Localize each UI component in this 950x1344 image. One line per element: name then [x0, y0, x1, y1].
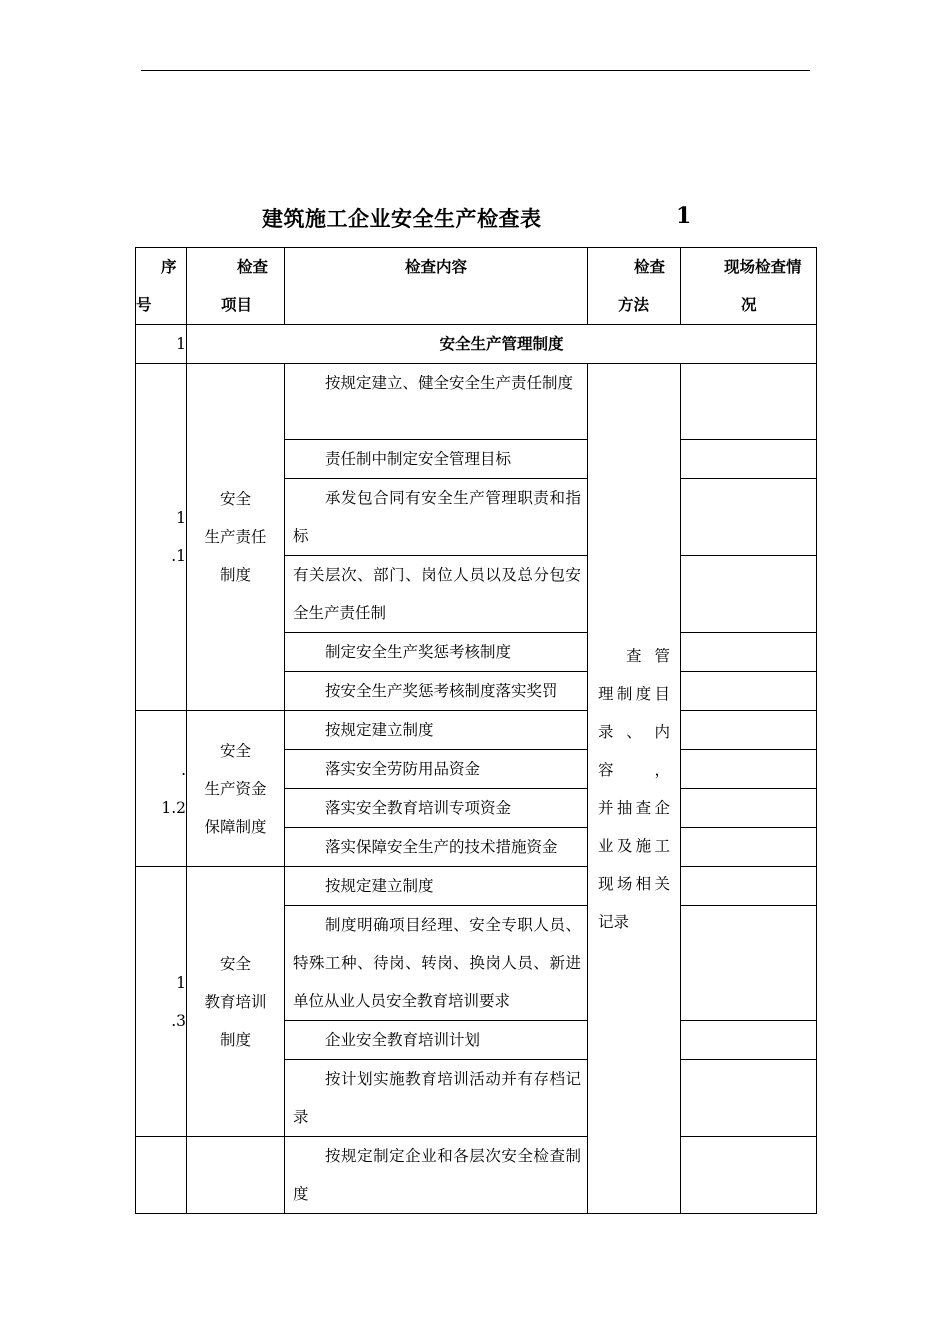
- site-status-cell[interactable]: [681, 672, 817, 711]
- check-content-cell: 制度明确项目经理、安全专职人员、特殊工种、待岗、转岗、换岗人员、新进单位从业人员安全教育培训要求: [285, 906, 588, 1021]
- check-content-cell: 承发包合同有安全生产管理职责和指标: [285, 479, 588, 556]
- site-status-cell[interactable]: [681, 633, 817, 672]
- section-title: 安全生产管理制度: [187, 325, 817, 364]
- check-method-cell: 查管 理制度目 录、内容， 并抽查企 业及施工 现场相关 记录: [588, 364, 681, 1214]
- group-check-item: 安全 教育培训 制度: [187, 867, 285, 1137]
- site-status-cell[interactable]: [681, 479, 817, 556]
- check-content-cell: 制定安全生产奖惩考核制度: [285, 633, 588, 672]
- check-content-cell: 企业安全教育培训计划: [285, 1021, 588, 1060]
- group-number: 1 .1: [136, 364, 187, 711]
- check-content-cell: 有关层次、部门、岗位人员以及总分包安全生产责任制: [285, 556, 588, 633]
- section-number: 1: [136, 325, 187, 364]
- group-check-item: 安全 生产资金 保障制度: [187, 711, 285, 867]
- site-status-cell[interactable]: [681, 867, 817, 906]
- inspection-table: [135, 247, 817, 1214]
- site-status-cell[interactable]: [681, 1060, 817, 1137]
- group-check-item: 安全 生产责任 制度: [187, 364, 285, 711]
- group-number: 1 .3: [136, 867, 187, 1137]
- site-status-cell[interactable]: [681, 364, 817, 440]
- site-status-cell[interactable]: [681, 789, 817, 828]
- header-check-content: 检查内容: [285, 248, 588, 325]
- table-row: [136, 711, 817, 750]
- check-content-cell: 落实安全劳防用品资金: [285, 750, 588, 789]
- check-content-cell: 按安全生产奖惩考核制度落实奖罚: [285, 672, 588, 711]
- check-content-cell: 按规定制定企业和各层次安全检查制度: [285, 1137, 588, 1214]
- document-title: 建筑施工企业安全生产检查表: [262, 206, 542, 231]
- header-check-item: 检查 项目: [187, 248, 285, 325]
- group-number: [136, 1137, 187, 1214]
- group-check-item: [187, 1137, 285, 1214]
- table-row: [136, 1137, 817, 1214]
- check-content-cell: 按规定建立制度: [285, 711, 588, 750]
- header-serial-number: 序 号: [136, 248, 187, 325]
- site-status-cell[interactable]: [681, 906, 817, 1021]
- site-status-cell[interactable]: [681, 711, 817, 750]
- check-content-cell: 落实安全教育培训专项资金: [285, 789, 588, 828]
- header-check-method: 检查 方法: [588, 248, 681, 325]
- group-number: . 1.2: [136, 711, 187, 867]
- check-content-cell: 按规定建立、健全安全生产责任制度: [285, 364, 588, 440]
- site-status-cell[interactable]: [681, 750, 817, 789]
- header-site-status: 现场检查情 况: [681, 248, 817, 325]
- site-status-cell[interactable]: [681, 828, 817, 867]
- site-status-cell[interactable]: [681, 440, 817, 479]
- site-status-cell[interactable]: [681, 1021, 817, 1060]
- table-row: [136, 867, 817, 906]
- document-number: 1: [676, 203, 692, 229]
- site-status-cell[interactable]: [681, 1137, 817, 1214]
- table-row: [136, 364, 817, 440]
- check-content-cell: 按计划实施教育培训活动并有存档记录: [285, 1060, 588, 1137]
- check-content-cell: 按规定建立制度: [285, 867, 588, 906]
- header-rule: [141, 70, 810, 71]
- check-content-cell: 责任制中制定安全管理目标: [285, 440, 588, 479]
- check-content-cell: 落实保障安全生产的技术措施资金: [285, 828, 588, 867]
- site-status-cell[interactable]: [681, 556, 817, 633]
- section-row: [136, 325, 817, 364]
- table-header-row: [136, 248, 817, 325]
